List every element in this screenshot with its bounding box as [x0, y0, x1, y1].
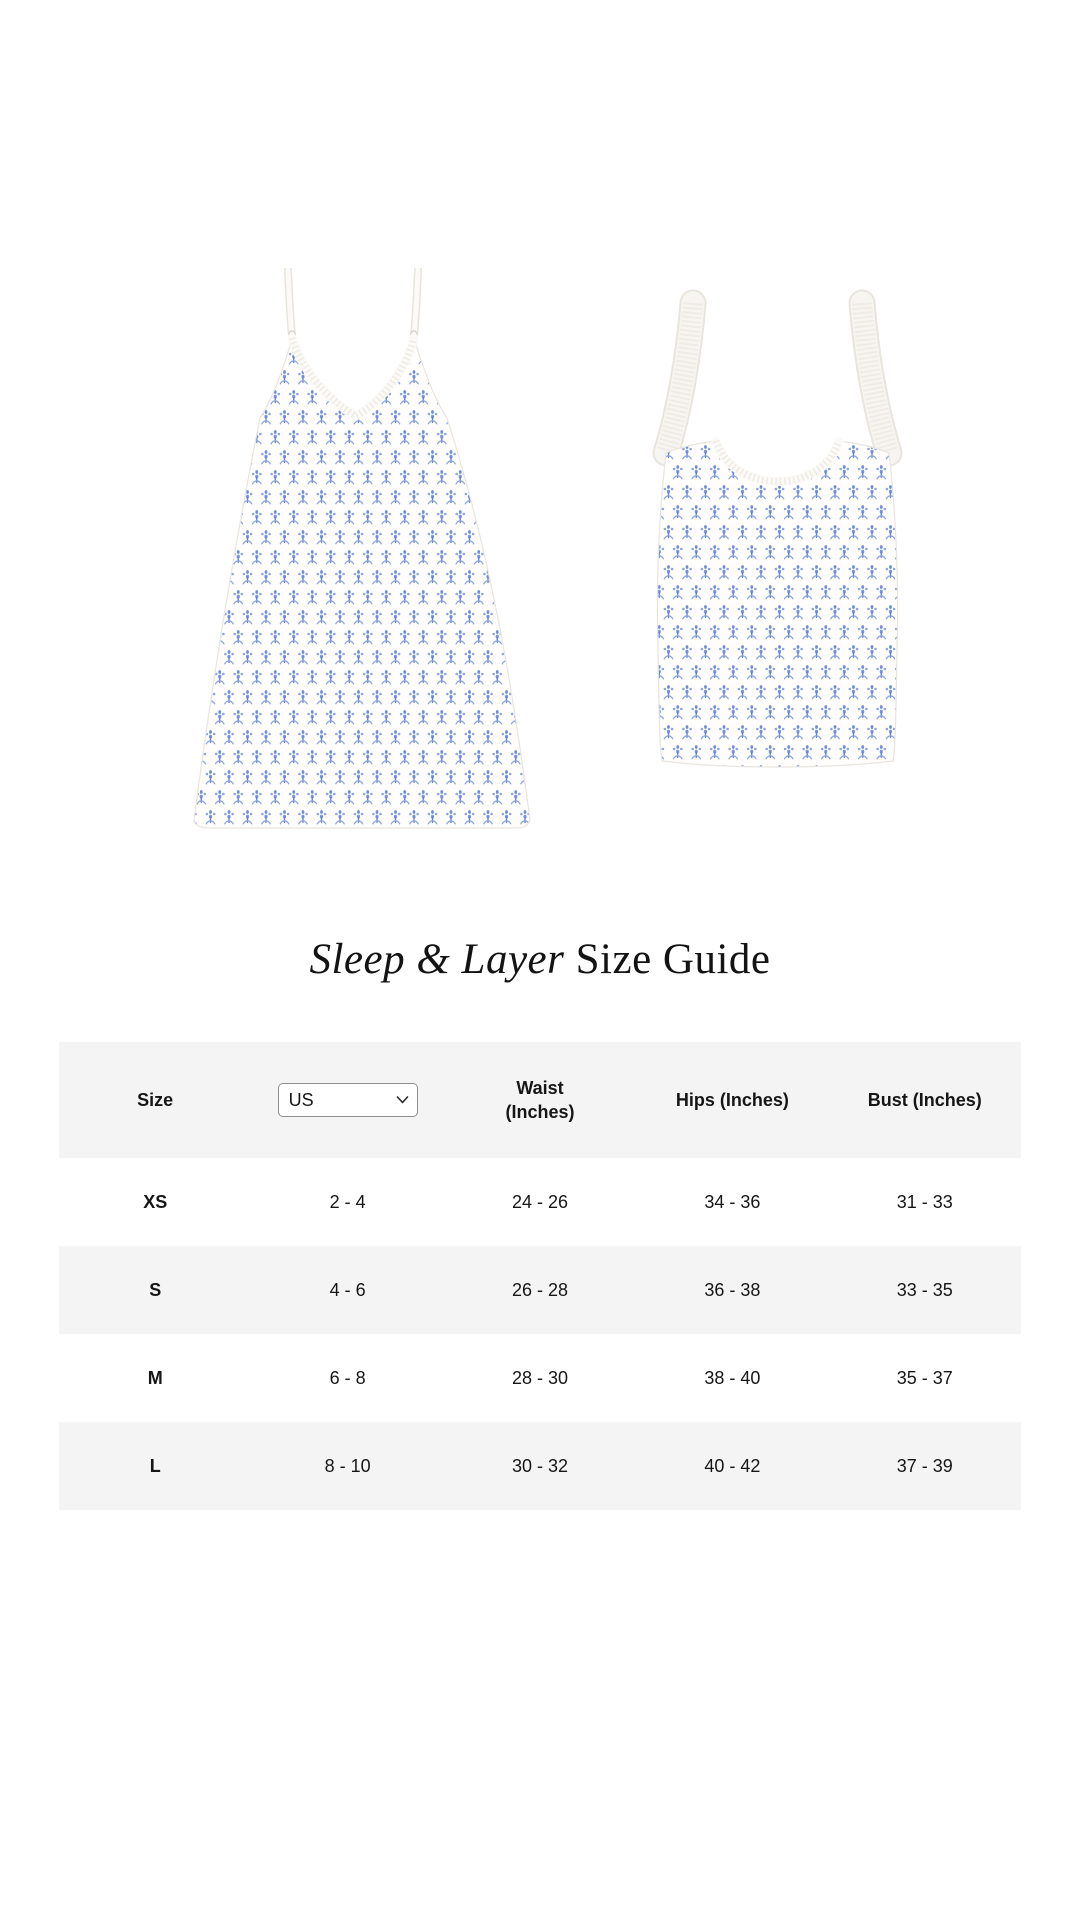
title-suffix: Size Guide	[564, 936, 771, 983]
title-collection-name: Sleep & Layer	[309, 936, 565, 983]
us-size-cell: 8 - 10	[324, 1456, 371, 1476]
product-image-tank	[657, 303, 897, 767]
column-header-waist: Waist (Inches)	[505, 1078, 575, 1122]
bust-cell: 35 - 37	[896, 1368, 953, 1388]
column-header-hips: Hips (Inches)	[675, 1090, 789, 1110]
waist-cell: 26 - 28	[511, 1280, 569, 1300]
bust-cell: 37 - 39	[896, 1456, 953, 1476]
bust-cell: 31 - 33	[896, 1192, 953, 1212]
hips-cell: 34 - 36	[704, 1192, 761, 1212]
waist-cell: 28 - 30	[511, 1368, 569, 1388]
waist-cell: 24 - 26	[511, 1192, 569, 1212]
us-size-cell: 4 - 6	[329, 1280, 366, 1300]
bust-cell: 33 - 35	[896, 1280, 953, 1300]
table-row	[59, 1422, 1021, 1510]
product-image-chemise	[194, 270, 530, 828]
size-cell: XS	[143, 1192, 168, 1212]
size-cell: S	[149, 1280, 162, 1300]
region-select-cell	[251, 1042, 443, 1158]
size-table-header	[59, 1042, 1021, 1158]
hips-cell: 40 - 42	[704, 1456, 761, 1476]
size-guide-title	[0, 928, 1080, 992]
table-row	[59, 1158, 1021, 1246]
hips-cell: 36 - 38	[704, 1280, 761, 1300]
us-size-cell: 2 - 4	[329, 1192, 366, 1212]
column-header-size: Size	[137, 1090, 174, 1110]
size-cell: M	[147, 1368, 163, 1388]
hips-cell: 38 - 40	[704, 1368, 761, 1388]
table-row	[59, 1246, 1021, 1334]
size-table-body	[59, 1158, 1021, 1510]
table-row	[59, 1334, 1021, 1422]
product-images	[0, 268, 1080, 834]
region-select-wrap	[278, 1083, 418, 1117]
size-cell: L	[149, 1456, 161, 1476]
size-table	[59, 1042, 1021, 1510]
us-size-cell: 6 - 8	[329, 1368, 366, 1388]
column-header-bust: Bust (Inches)	[867, 1090, 982, 1110]
region-select[interactable]	[278, 1083, 418, 1117]
waist-cell: 30 - 32	[511, 1456, 569, 1476]
